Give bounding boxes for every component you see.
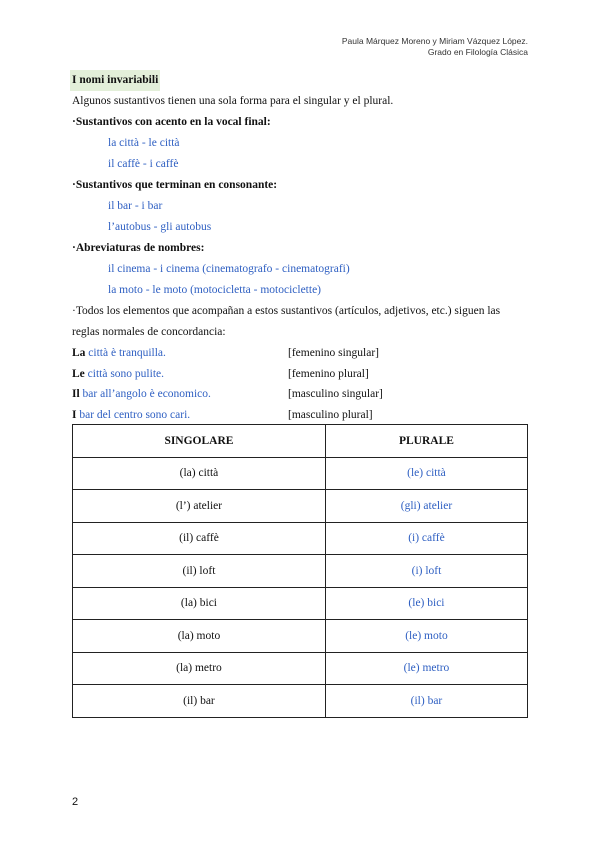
table-row	[73, 685, 528, 718]
article: Il	[72, 388, 80, 400]
header-degree: Grado en Filología Clásica	[427, 47, 528, 57]
table-row	[73, 587, 528, 620]
section-heading: ·Abreviaturas de nombres:	[72, 242, 205, 254]
singular-cell: (la) moto	[73, 620, 326, 653]
plural-cell: (le) città	[325, 457, 527, 490]
table-row	[73, 555, 528, 588]
article: Le	[72, 367, 85, 380]
plural-cell: (i) caffè	[325, 522, 527, 555]
column-header-singular: SINGOLARE	[73, 425, 326, 458]
example-line: la moto - le moto (motocicletta - motociclette)	[108, 284, 321, 296]
invariable-nouns-table	[72, 424, 528, 718]
plural-cell: (gli) atelier	[325, 490, 527, 523]
example-rest: città sono pulite.	[84, 367, 164, 380]
agreement-example	[72, 384, 528, 405]
table-row	[73, 490, 528, 523]
plural-cell: (il) bar	[325, 685, 527, 718]
singular-cell: (la) metro	[73, 652, 326, 685]
example-line: il caffè - i caffè	[108, 158, 179, 170]
plural-cell: (le) bici	[325, 587, 527, 620]
table-row	[73, 457, 528, 490]
plural-cell: (i) loft	[325, 555, 527, 588]
singular-cell: (il) bar	[73, 685, 326, 718]
plural-cell: (le) moto	[325, 620, 527, 653]
article: I	[72, 408, 77, 421]
agreement-example	[72, 364, 528, 385]
page-number: 2	[72, 796, 79, 808]
section-title: I nomi invariabili	[70, 70, 160, 91]
example-line: il bar - i bar	[108, 200, 163, 212]
singular-cell: (il) caffè	[73, 522, 326, 555]
gloss: [masculino singular]	[288, 388, 383, 400]
agreement-note: ·Todos los elementos que acompañan a estos sustantivos (artículos, adjetivos, etc.) siguen las reglas normales de concordancia:	[72, 305, 501, 338]
singular-cell: (la) città	[73, 457, 326, 490]
singular-cell: (la) bici	[73, 587, 326, 620]
page-header	[342, 36, 528, 58]
example-line: il cinema - i cinema (cinematografo - cinematografi)	[108, 263, 350, 275]
table-row	[73, 652, 528, 685]
plural-cell: (le) metro	[325, 652, 527, 685]
table-row	[73, 620, 528, 653]
document-body	[72, 70, 528, 425]
header-authors: Paula Márquez Moreno y Miriam Vázquez López.	[341, 36, 528, 46]
singular-cell: (l’) atelier	[73, 490, 326, 523]
section-heading: ·Sustantivos con acento en la vocal final:	[72, 116, 271, 128]
singular-cell: (il) loft	[73, 555, 326, 588]
section-heading: ·Sustantivos que terminan en consonante:	[72, 179, 278, 191]
article: La	[72, 347, 86, 359]
gloss: [masculino plural]	[288, 408, 373, 421]
example-rest: bar all’angolo è economico.	[79, 388, 211, 400]
gloss: [femenino singular]	[288, 347, 380, 359]
example-rest: città è tranquilla.	[85, 347, 166, 359]
agreement-example	[72, 343, 528, 364]
intro-text: Algunos sustantivos tienen una sola forma para el singular y el plural.	[72, 95, 394, 107]
column-header-plural: PLURALE	[325, 425, 527, 458]
gloss: [femenino plural]	[288, 367, 369, 380]
example-line: la città - le città	[108, 137, 180, 149]
table-row	[73, 522, 528, 555]
example-rest: bar del centro sono cari.	[76, 408, 191, 421]
example-line: l’autobus - gli autobus	[108, 221, 212, 233]
table-header-row	[73, 425, 528, 458]
agreement-example	[72, 405, 528, 426]
